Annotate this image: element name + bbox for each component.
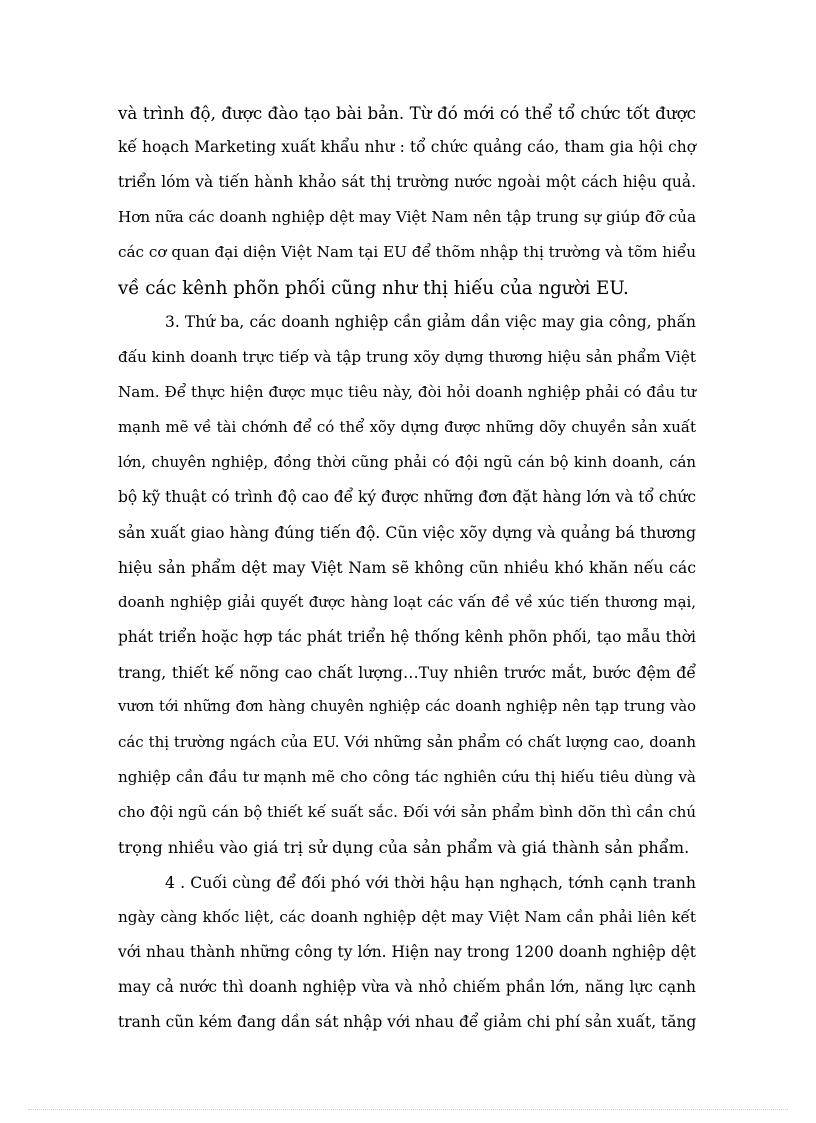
text-line-22: trọng nhiều vào giá trị sử dụng của sản phẩm và giá thành sản phẩm.	[118, 838, 690, 857]
text-line-21: cho đội ngũ cán bộ thiết kế suất sắc. Đối với sản phẩm bình dõn thì cần chú	[118, 803, 696, 821]
text-line-24: ngày càng khốc liệt, các doanh nghiệp dệt may Việt Nam cần phải liên kết	[118, 908, 696, 926]
text-line-25: với nhau thành những công ty lớn. Hiện nay trong 1200 doanh nghiệp dệt	[118, 943, 696, 961]
text-line-13: sản xuất giao hàng đúng tiến độ. Cũn việc xõy dựng và quảng bá thương	[118, 523, 696, 542]
text-line-5: các cơ quan đại diện Việt Nam tại EU để thõm nhập thị trường và tõm hiểu	[118, 243, 696, 261]
text-line-2: kế hoạch Marketing xuất khẩu như : tổ chức quảng cáo, tham gia hội chợ	[118, 138, 696, 156]
text-line-27: tranh cũn kém đang dần sát nhập với nhau để giảm chi phí sản xuất, tăng	[118, 1013, 697, 1031]
text-line-26: may cả nước thì doanh nghiệp vừa và nhỏ chiếm phần lớn, năng lực cạnh	[118, 978, 696, 996]
text-line-16: phát triển hoặc hợp tác phát triển hệ thống kênh phõn phối, tạo mẫu thời	[118, 628, 696, 646]
text-line-20: nghiệp cần đầu tư mạnh mẽ cho công tác nghiên cứu thị hiếu tiêu dùng và	[118, 768, 696, 786]
paragraph-4-first-line: 4 . Cuối cùng để đối phó với thời hậu hạn nghạch, tớnh cạnh tranh	[165, 873, 696, 892]
paragraph-3-first-line: 3. Thứ ba, các doanh nghiệp cần giảm dần việc may gia công, phấn	[165, 313, 696, 331]
text-line-6: về các kênh phõn phối cũng như thị hiếu của người EU.	[118, 278, 629, 299]
text-line-17: trang, thiết kế nõng cao chất lượng…Tuy nhiên trước mắt, bước đệm để	[118, 663, 696, 682]
text-line-8: đấu kinh doanh trực tiếp và tập trung xõy dựng thương hiệu sản phẩm Việt	[118, 348, 696, 366]
text-line-19: các thị trường ngách của EU. Với những sản phẩm có chất lượng cao, doanh	[118, 733, 696, 751]
text-line-14: hiệu sản phẩm dệt may Việt Nam sẽ không cũn nhiều khó khăn nếu các	[118, 558, 696, 577]
text-line-12: bộ kỹ thuật có trình độ cao để ký được những đơn đặt hàng lớn và tổ chức	[118, 488, 697, 506]
text-line-3: triển lóm và tiến hành khảo sát thị trường nước ngoài một cách hiệu quả.	[118, 173, 696, 191]
text-line-9: Nam. Để thực hiện được mục tiêu này, đòi hỏi doanh nghiệp phải có đầu tư	[118, 383, 696, 401]
text-line-18: vươn tới những đơn hàng chuyên nghiệp các doanh nghiệp nên tạp trung vào	[118, 698, 696, 715]
text-line-11: lớn, chuyên nghiệp, đồng thời cũng phải có đội ngũ cán bộ kinh doanh, cán	[118, 453, 696, 471]
text-line-1: và trình độ, được đào tạo bài bản. Từ đó mới có thể tổ chức tốt được	[118, 103, 696, 123]
text-line-4: Hơn nữa các doanh nghiệp dệt may Việt Nam nên tập trung sự giúp đỡ của	[118, 208, 696, 226]
page-bottom-rule	[28, 1109, 788, 1110]
text-line-10: mạnh mẽ về tài chớnh để có thể xõy dựng được những dõy chuyền sản xuất	[118, 418, 696, 436]
text-line-15: doanh nghiệp giải quyết được hàng loạt các vấn đề về xúc tiến thương mại,	[118, 593, 696, 611]
